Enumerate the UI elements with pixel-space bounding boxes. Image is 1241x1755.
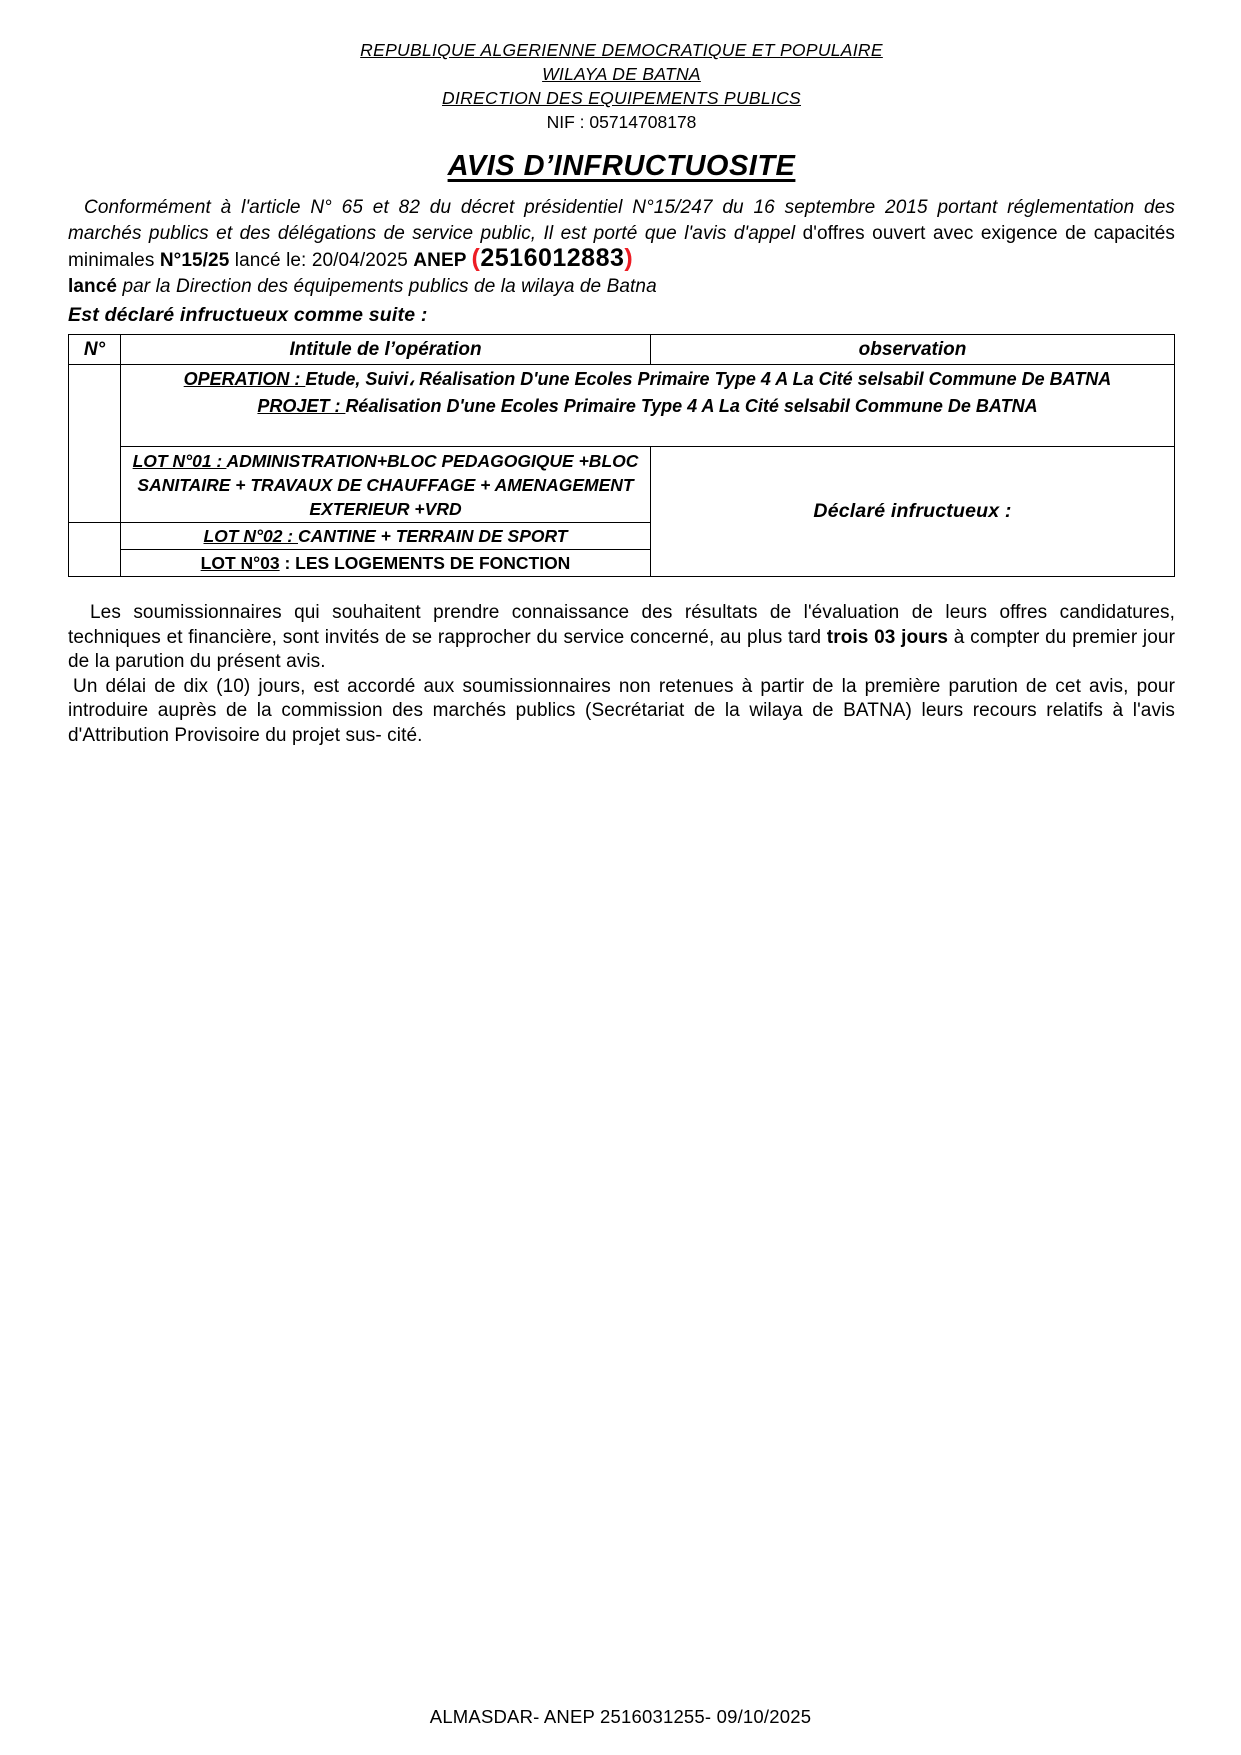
footer-publication-line: ALMASDAR- ANEP 2516031255- 09/10/2025 <box>429 1706 812 1727</box>
anep-paren-open: ( <box>471 244 481 272</box>
lot-01-text: ADMINISTRATION+BLOC PEDAGOGIQUE +BLOC SANITAIRE + TRAVAUX DE CHAUFFAGE + AMENAGEMENT EXTERIEUR +VRD <box>137 450 639 519</box>
projet-line <box>127 393 1168 420</box>
column-header-observation: observation <box>651 335 1175 365</box>
results-text-start: Les soumissionnaires qui souhaitent prendre connaissance des résultats de l'évaluation de leurs offres candidatures, techniques et financière, sont invités de se rapprocher du service concerné, au plus tard <box>68 602 1175 648</box>
projet-text: Réalisation D'une Ecoles Primaire Type 4 A La Cité selsabil Commune De BATNA <box>345 396 1038 416</box>
table-row-lot-01 <box>69 447 1175 523</box>
projet-label: PROJET : <box>257 396 346 416</box>
intro-anep-label: ANEP <box>413 250 472 271</box>
intro-segment-legal: Conformément à l'article N° 65 et 82 du décret présidentiel N°15/247 du 16 septembre 2015 portant réglementation des marchés publics et des délégations de service public, Il est porté que l'avis d'appel <box>68 197 1175 244</box>
num-cell-top <box>69 365 121 523</box>
operation-cell <box>121 365 1175 447</box>
table-header-row <box>69 335 1175 365</box>
recours-paragraph: Un délai de dix (10) jours, est accordé aux soumissionnaires non retenues à partir de la première parution de cet avis, pour introduire auprès de la commission des marchés publics (Secrétariat de la wilaya de BATNA) leurs recours relatifs à l'avis d'Attribution Provisoire du projet sus- cité. <box>68 675 1175 746</box>
intro-paragraph <box>68 195 1175 299</box>
results-paragraph <box>68 601 1175 675</box>
anep-number: 2516012883 <box>480 244 625 272</box>
document-letterhead <box>68 38 1175 134</box>
lot-03-label: LOT N°03 <box>200 553 280 573</box>
lot-02-text: CANTINE + TERRAIN DE SPORT <box>298 526 568 546</box>
results-text-end: à compter du premier jour de la parution du présent avis. <box>68 626 1176 672</box>
intro-segment-offer: d'offres ouvert avec exigence de capacités minimales <box>68 222 1175 271</box>
lot-02-label: LOT N°02 : <box>203 526 298 546</box>
lot-01-label: LOT N°01 : <box>132 450 227 471</box>
lot-03-text: : LES LOGEMENTS DE FONCTION <box>279 553 571 573</box>
operation-line <box>127 366 1168 393</box>
operations-table <box>68 334 1175 577</box>
lot-03-cell <box>121 550 651 577</box>
intro-tender-number: N°15/25 <box>159 250 230 271</box>
header-direction-line <box>68 86 1175 110</box>
header-wilaya-line <box>68 62 1175 86</box>
column-header-num: N° <box>69 335 121 365</box>
lot-01-cell <box>121 447 651 523</box>
lot-02-cell <box>121 523 651 550</box>
header-direction-text: DIRECTION DES EQUIPEMENTS PUBLICS <box>442 88 801 108</box>
operation-text: Etude, Suivi، Réalisation D'une Ecoles Primaire Type 4 A La Cité selsabil Commune De BATNA <box>305 369 1112 389</box>
operation-label: OPERATION : <box>183 369 306 389</box>
intro-segment-date: lancé le: 20/04/2025 <box>229 250 414 271</box>
header-wilaya-text: WILAYA DE BATNA <box>542 64 701 84</box>
anep-paren-close: ) <box>624 244 634 272</box>
page-title <box>68 149 1175 183</box>
results-deadline: trois 03 jours <box>826 626 949 648</box>
page-title-text: AVIS D’INFRUCTUOSITE <box>447 150 796 182</box>
observation-cell <box>651 447 1175 577</box>
header-republic-line <box>68 38 1175 62</box>
num-cell-bottom <box>69 523 121 577</box>
header-nif-line: NIF : 05714708178 <box>546 112 697 132</box>
table-row-operation <box>69 365 1175 447</box>
header-republic-text: REPUBLIQUE ALGERIENNE DEMOCRATIQUE ET POPULAIRE <box>360 40 883 60</box>
intro-lance-label: lancé <box>68 275 123 297</box>
column-header-intitule: Intitule de l’opération <box>121 335 651 365</box>
observation-value: Déclaré infructueux : <box>813 500 1012 522</box>
intro-segment-direction: par la Direction des équipements publics de la wilaya de Batna <box>122 275 657 297</box>
declaration-subheading: Est déclaré infructueux comme suite : <box>68 304 428 326</box>
